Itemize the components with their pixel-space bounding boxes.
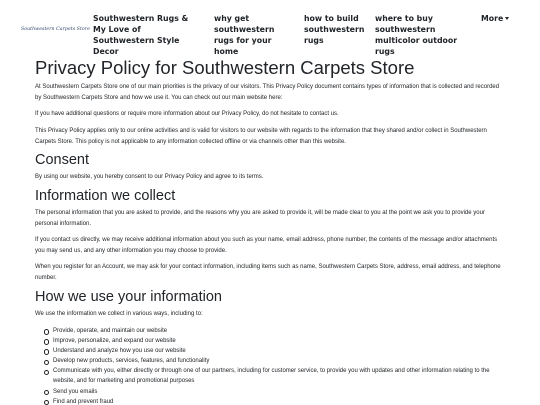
list-item: Provide, operate, and maintain our website — [44, 326, 506, 336]
list-item: Find and prevent fraud — [44, 397, 506, 405]
info-collect-paragraph-2: If you contact us directly, we may receive additional information about you such as your name, email address, phone number, the contents of the message and/or attachments you may send us, and any other information you may choose to provide. — [35, 237, 498, 254]
info-collect-paragraph-1: The personal information that you are asked to provide, and the reasons why you are asked to provide it, will be made clear to you at the point we ask you to provide your personal information. — [35, 210, 485, 227]
scope-paragraph: This Privacy Policy applies only to our online activities and is valid for visitors to our website with regards to the information that they shared and/or collect in Southwestern Carpets Store. This policy is not applicable to any information collected offline or via channels other than this website. — [35, 128, 487, 145]
info-collect-paragraph-3: When you register for an Account, we may ask for your contact information, including items such as name, Southwestern Carpets Store, address, email address, and telephone number. — [35, 264, 501, 281]
nav-link-how-to-build[interactable]: how to build southwestern rugs — [304, 14, 365, 45]
intro-paragraph: At Southwestern Carpets Store one of our main priorities is the privacy of our visitors. This Privacy Policy document contains types of information that is collected and recorded by Southwestern Carpets Store and how we use it. You can check out our main website here: — [35, 84, 500, 101]
list-item: Understand and analyze how you use our website — [44, 346, 506, 356]
caret-down-icon — [505, 17, 509, 20]
questions-paragraph: If you have additional questions or require more information about our Privacy Policy, do not hesitate to contact us. — [35, 111, 339, 117]
info-collect-heading: Information we collect — [35, 188, 176, 204]
how-use-list — [44, 326, 506, 405]
site-brand-logo[interactable]: Southwestern Carpets Store — [21, 27, 90, 32]
nav-link-southwestern-rugs-love[interactable]: Southwestern Rugs & My Love of Southwestern Style Decor — [93, 14, 189, 56]
page-title: Privacy Policy for Southwestern Carpets Store — [35, 57, 415, 78]
more-dropdown-toggle[interactable] — [481, 14, 509, 23]
nav-link-why-get-rugs[interactable]: why get southwestern rugs for your home — [214, 14, 275, 56]
how-use-intro: We use the information we collect in various ways, including to: — [35, 311, 203, 317]
list-item: Send you emails — [44, 387, 506, 397]
consent-paragraph: By using our website, you hereby consent to our Privacy Policy and agree to its terms. — [35, 174, 264, 180]
consent-heading: Consent — [35, 152, 90, 168]
more-dropdown-label: More — [481, 14, 504, 23]
top-navbar — [0, 0, 540, 56]
list-item: Develop new products, services, features, and functionality — [44, 356, 506, 366]
nav-link-where-to-buy[interactable]: where to buy southwestern multicolor outdoor rugs — [375, 14, 458, 56]
list-item: Improve, personalize, and expand our website — [44, 336, 506, 346]
how-use-heading: How we use your information — [35, 289, 222, 305]
list-item: Communicate with you, either directly or through one of our partners, including for customer service, to provide you with updates and other information relating to the website, and for marketing and promotional purposes — [44, 366, 506, 386]
